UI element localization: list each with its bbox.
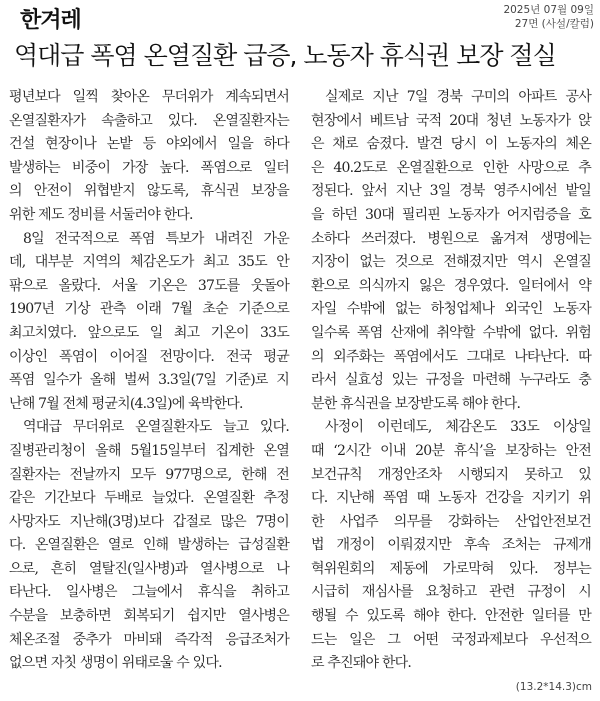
- article-text-line: 사정이 이런데도, 체감온도 33도 이상일: [325, 419, 591, 436]
- article-text-line: 은 40.2도로 온열질환으로 인한 사망으로 추: [311, 159, 591, 176]
- article-text-line: 질병관리청이 올해 5월15일부터 집계한 온열: [9, 442, 289, 459]
- article-text-line: 정된다. 앞서 지난 3일 경북 영주시에선 밭일: [311, 183, 591, 200]
- article-text-line: 평년보다 일찍 찾아온 무더위가 계속되면서: [9, 89, 289, 105]
- article-text-line: 을 하던 30대 필리핀 노동자가 어지럼증을 호: [311, 206, 591, 223]
- article-column-right: [311, 86, 591, 676]
- article-text-line: 사망자도 지난해(3명)보다 갑절로 많은 7명이: [9, 513, 289, 530]
- newspaper-logo: 한겨레: [20, 8, 81, 33]
- article-text-line: 이상인 폭염이 이어질 전망이다. 전국 평균: [9, 348, 289, 365]
- article-text-line: 자일 수밖에 없는 하청업체나 외국인 노동자: [311, 301, 591, 318]
- article-text-line: 보건규칙 개정안조차 시행되지 못하고 있: [311, 466, 591, 483]
- article-text-line: 로 추진돼야 한다.: [311, 655, 412, 672]
- article-text-line: 역대급 무더위로 온열질환자도 늘고 있다.: [23, 419, 289, 436]
- article-text-line: 팎으로 올랐다. 서울 기온은 37도를 웃돌아: [9, 277, 289, 294]
- article-text-line: 행될 수 있도록 해야 한다. 안전한 일터를 만: [311, 608, 591, 625]
- article-text-line: 시급히 재심사를 요청하고 관련 규정이 시: [311, 584, 591, 601]
- publication-meta: [503, 3, 594, 31]
- publication-date: 2025년 07월 09일: [503, 4, 594, 16]
- article-text-line: 혁위원회의 제동에 가로막혀 있다. 정부는: [311, 560, 591, 577]
- article-text-line: 최고치였다. 앞으로도 일 최고 기온이 33도: [9, 324, 289, 341]
- article-text-line: 타난다. 일사병은 그늘에서 휴식을 취하고: [9, 584, 289, 601]
- article-text-line: 으로, 흔히 열탈진(일사병)과 열사병으로 나: [9, 560, 289, 577]
- article-text-line: 지장이 없는 것으로 전해졌지만 역시 온열질: [311, 254, 591, 271]
- article-size-note: (13.2*14.3)cm: [515, 681, 592, 693]
- article-text-line: 환으로 의식까지 잃은 경우였다. 일터에서 약: [311, 277, 591, 294]
- article-text-line: 다. 온열질환은 열로 인해 발생하는 급성질환: [9, 537, 289, 554]
- article-text-line: 소하다 쓰러졌다. 병원으로 옮겨져 생명에는: [311, 230, 591, 247]
- article-text-line: 은 채로 숨졌다. 발견 당시 이 노동자의 체온: [311, 136, 591, 153]
- article-text-line: 실제로 지난 7일 경북 구미의 아파트 공사: [325, 89, 591, 105]
- article-text-line: 때 ‘2시간 이내 20분 휴식’을 보장하는 안전: [311, 442, 591, 459]
- article-text-line: 수분을 보충하면 회복되기 쉽지만 열사병은: [9, 608, 289, 625]
- article-text-line: 일수록 폭염 산재에 취약할 수밖에 없다. 위험: [311, 324, 591, 341]
- article-column-left: [9, 86, 289, 676]
- article-text-line: 위한 제도 정비를 서둘러야 한다.: [9, 206, 193, 223]
- article-text-line: 체온조절 중추가 마비돼 즉각적 응급조처가: [9, 631, 289, 648]
- article-text-line: 분한 휴식권을 보장받도록 해야 한다.: [311, 395, 521, 412]
- page-section: 27면 (사설/칼럼): [514, 18, 594, 30]
- article-text-line: 다. 지난해 폭염 때 노동자 건강을 지키기 위: [311, 490, 591, 507]
- article-text-line: 난해 7월 전체 평균치(4.3일)에 육박한다.: [9, 395, 243, 412]
- article-text-line: 질환자는 전날까지 모두 977명으로, 한해 전: [9, 466, 289, 483]
- article-text-line: 폭염 일수가 올해 벌써 3.3일(7일 기준)로 지: [9, 372, 289, 389]
- article-text-line: 건설 현장이나 논밭 등 야외에서 일을 하다: [9, 136, 289, 153]
- article-text-line: 없으면 자칫 생명이 위태로울 수 있다.: [9, 655, 222, 672]
- article-text-line: 8일 전국적으로 폭염 특보가 내려진 가운: [23, 230, 289, 247]
- article-text-line: 현장에서 베트남 국적 20대 청년 노동자가 앉: [311, 112, 591, 129]
- article-text-line: 발생하는 비중이 가장 높다. 폭염으로 일터: [9, 159, 289, 176]
- article-text-line: 온열질환자가 속출하고 있다. 온열질환자는: [9, 112, 289, 129]
- article-text-line: 데, 대부분 지역의 체감온도가 최고 35도 안: [9, 254, 289, 271]
- article-text-line: 법 개정이 이뤄졌지만 후속 조처는 규제개: [311, 537, 591, 554]
- article-text-line: 의 안전이 위협받지 않도록, 휴식권 보장을: [9, 183, 289, 200]
- article-text-line: 의 외주화는 폭염에서도 그대로 나타난다. 따: [311, 348, 591, 365]
- article-text-line: 라서 실효성 있는 규정을 마련해 누구라도 충: [311, 372, 591, 389]
- article-text-line: 같은 기간보다 두배로 늘었다. 온열질환 추정: [9, 490, 289, 507]
- article-title: 역대급 폭염 온열질환 급증, 노동자 휴식권 보장 절실: [14, 41, 556, 70]
- article-text-line: 드는 일은 그 어떤 국정과제보다 우선적으: [311, 631, 591, 648]
- article-text-line: 한 사업주 의무를 강화하는 산업안전보건: [311, 513, 591, 530]
- article-text-line: 1907년 기상 관측 이래 7월 초순 기준으로: [9, 301, 289, 318]
